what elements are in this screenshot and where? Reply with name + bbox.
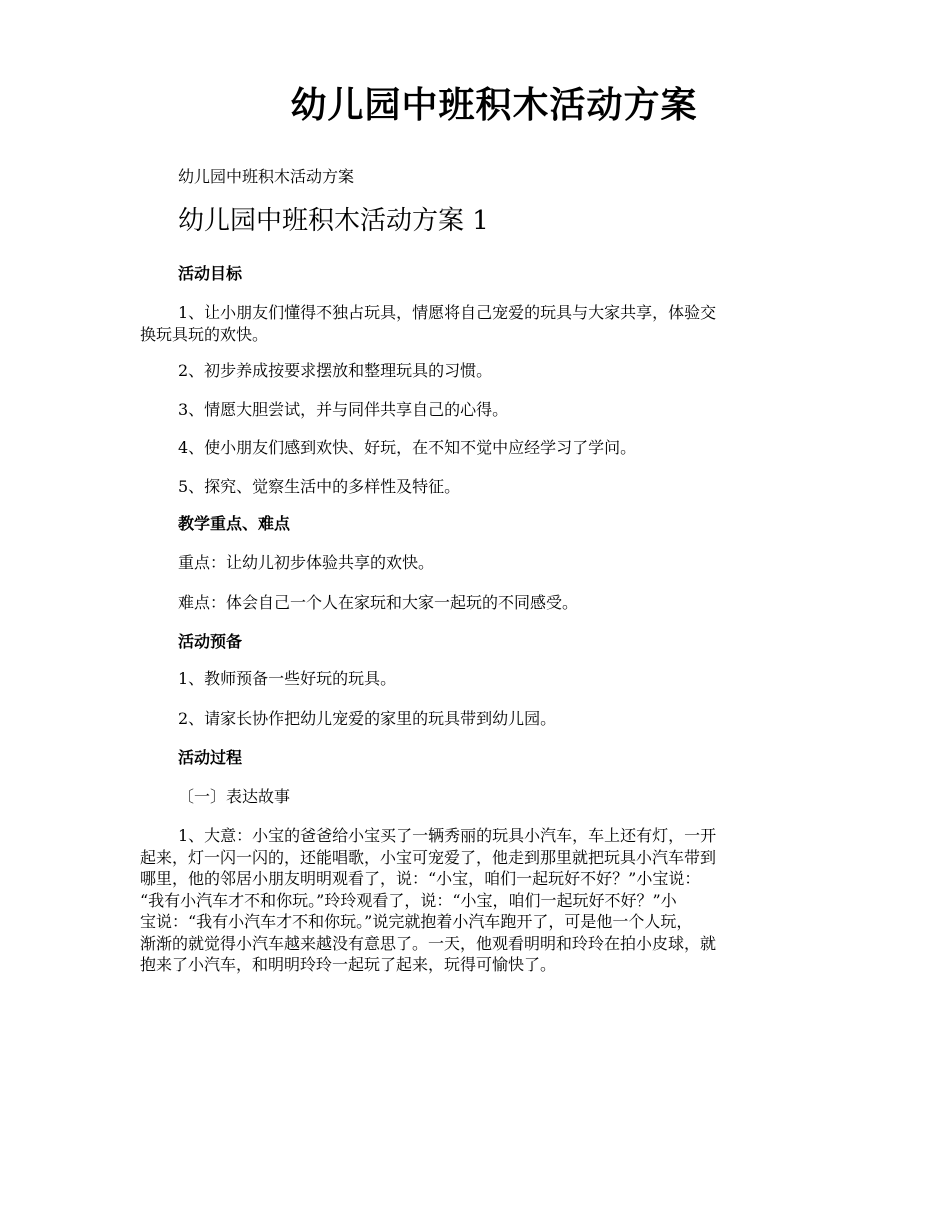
goal-item-1-line-2: 换玩具玩的欢快。 — [140, 324, 269, 344]
story-line: 抱来了小汽车，和明明玲玲一起玩了起来，玩得可愉快了。 — [140, 955, 557, 974]
preparation-item-1: 1、教师预备一些好玩的玩具。 — [178, 669, 397, 688]
story-line: 宝说：“我有小汽车才不和你玩。”说完就抱着小汽车跑开了，可是他一个人玩， — [140, 912, 693, 931]
process-step-1: 〔一〕表达故事 — [178, 787, 291, 806]
document-subtitle: 幼儿园中班积木活动方案 — [178, 167, 355, 186]
document-title: 幼儿园中班积木活动方案 — [290, 84, 698, 126]
section-heading: 幼儿园中班积木活动方案 1 — [178, 206, 489, 236]
preparation-item-2: 2、请家长协作把幼儿宠爱的家里的玩具带到幼儿园。 — [178, 709, 557, 728]
story-line: 渐渐的就觉得小汽车越来越没有意思了。一天，他观看明明和玲玲在拍小皮球，就 — [140, 933, 717, 953]
key-points-heading: 教学重点、难点 — [178, 514, 291, 533]
goal-item-5: 5、探究、觉察生活中的多样性及特征。 — [178, 477, 461, 496]
difficulty-text: 难点：体会自己一个人在家玩和大家一起玩的不同感受。 — [178, 593, 579, 612]
story-line: 1、大意：小宝的爸爸给小宝买了一辆秀丽的玩具小汽车，车上还有灯，一开 — [178, 826, 717, 845]
goal-item-2: 2、初步养成按要求摆放和整理玩具的习惯。 — [178, 361, 493, 380]
goal-item-4: 4、使小朋友们感到欢快、好玩，在不知不觉中应经学习了学问。 — [178, 438, 637, 457]
preparation-heading: 活动预备 — [178, 632, 243, 651]
goal-item-1-line-1: 1、让小朋友们懂得不独占玩具，情愿将自己宠爱的玩具与大家共享，体验交 — [178, 303, 717, 322]
story-line: 起来，灯一闪一闪的，还能唱歌，小宝可宠爱了，他走到那里就把玩具小汽车带到 — [140, 847, 717, 867]
story-line: “我有小汽车才不和你玩。”玲玲观看了，说：“小宝，咱们一起玩好不好？”小 — [140, 890, 677, 910]
story-paragraph — [140, 825, 810, 976]
goal-item-3: 3、情愿大胆尝试，并与同伴共享自己的心得。 — [178, 400, 509, 419]
story-line: 哪里，他的邻居小朋友明明观看了，说：“小宝，咱们一起玩好不好？”小宝说： — [140, 869, 701, 888]
process-heading: 活动过程 — [178, 748, 243, 767]
goal-item-1 — [140, 302, 810, 345]
focus-text: 重点：让幼儿初步体验共享的欢快。 — [178, 553, 435, 572]
goals-heading: 活动目标 — [178, 264, 243, 283]
